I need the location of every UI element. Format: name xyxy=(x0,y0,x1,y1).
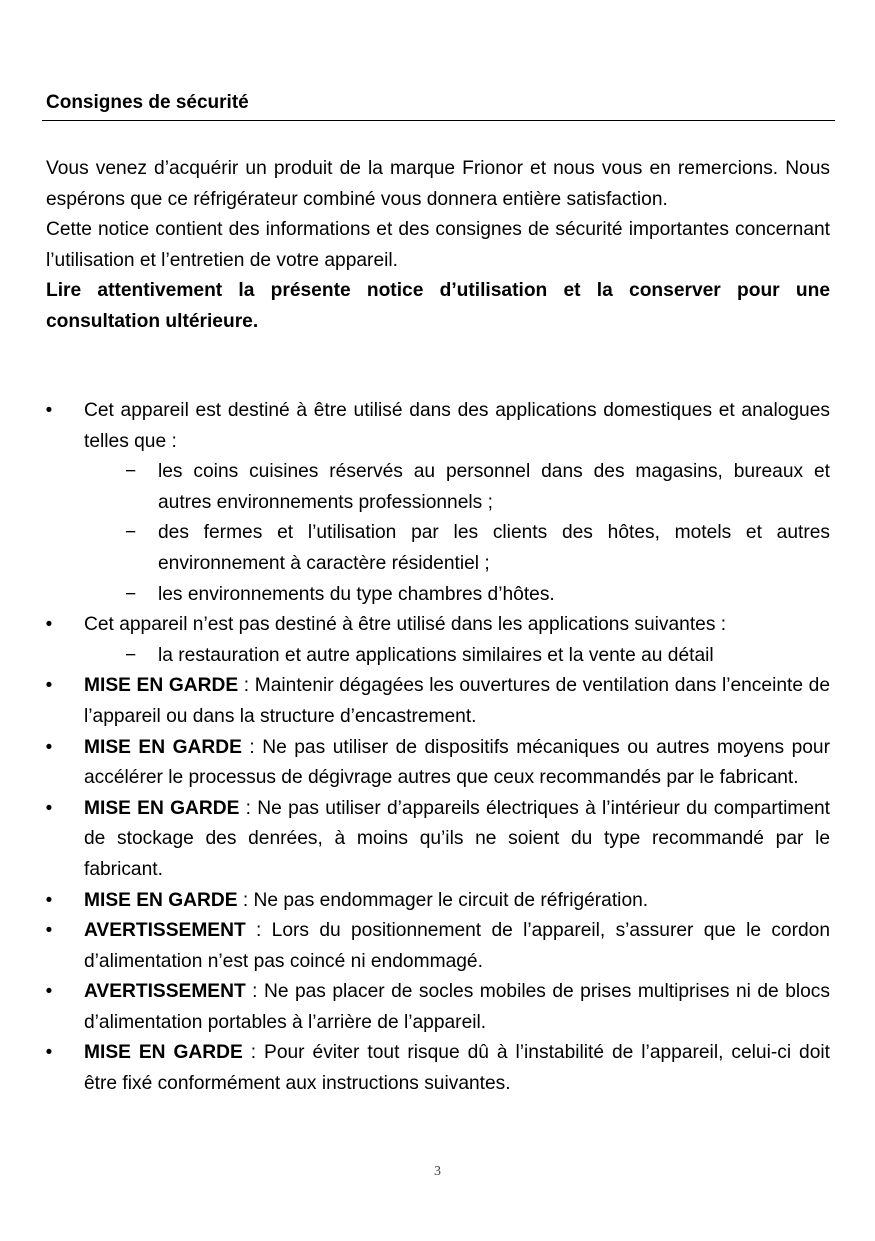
list-item xyxy=(0,1038,830,1099)
heading-underline xyxy=(42,120,835,121)
list-item xyxy=(0,610,830,671)
sub-list-item xyxy=(84,457,830,518)
sub-list-item-text: les environnements du type chambres d’hôtes. xyxy=(158,583,555,605)
dash-icon: − xyxy=(125,522,137,544)
list-item-text: Cet appareil est destiné à être utilisé dans des applications domestiques et analogues telles que : xyxy=(84,400,830,452)
bullet-icon: • xyxy=(45,889,53,911)
list-item-text: : Ne pas endommager le circuit de réfrigération. xyxy=(237,889,649,911)
warning-label: MISE EN GARDE xyxy=(84,797,240,819)
bullet-icon: • xyxy=(45,920,53,942)
sub-list-item-text: la restauration et autre applications similaires et la vente au détail xyxy=(158,644,714,666)
list-item-text: : Ne pas utiliser d’appareils électriques à l’intérieur du compartiment de stockage des denrées, à moins qu’ils ne soient du type recommandé par le fabricant. xyxy=(84,797,830,880)
dash-icon: − xyxy=(125,583,137,605)
sub-list-item-text: des fermes et l’utilisation par les clients des hôtes, motels et autres environnement à caractère résidentiel ; xyxy=(158,522,830,574)
list-item xyxy=(0,396,830,610)
sub-list-item-text: les coins cuisines réservés au personnel dans des magasins, bureaux et autres environnements professionnels ; xyxy=(158,461,830,513)
safety-instruction-list xyxy=(0,396,830,1100)
bullet-icon: • xyxy=(45,1042,53,1064)
sub-list-item xyxy=(84,641,830,672)
sub-list-item xyxy=(84,580,830,611)
bullet-icon: • xyxy=(45,400,53,421)
list-item xyxy=(0,977,830,1038)
list-item xyxy=(0,794,830,886)
warning-label: MISE EN GARDE xyxy=(84,889,238,911)
bullet-icon: • xyxy=(45,614,53,636)
warning-label: MISE EN GARDE xyxy=(84,1042,243,1064)
dash-icon: − xyxy=(125,644,137,666)
list-item-text: : Ne pas utiliser de dispositifs mécaniques ou autres moyens pour accélérer le processus de dégivrage autres que ceux recommandés par le fabricant. xyxy=(84,736,830,789)
sub-list xyxy=(84,457,830,610)
warning-label: AVERTISSEMENT xyxy=(84,920,246,942)
list-item xyxy=(0,671,830,732)
intro-block xyxy=(46,154,830,338)
bullet-icon: • xyxy=(45,981,53,1003)
warning-label: MISE EN GARDE xyxy=(84,736,242,758)
list-item-text: : Ne pas placer de socles mobiles de prises multiprises ni de blocs d’alimentation portables à l’arrière de l’appareil. xyxy=(84,981,830,1033)
list-item xyxy=(0,733,830,794)
dash-icon: − xyxy=(125,461,137,483)
bullet-icon: • xyxy=(45,675,53,697)
sub-list xyxy=(84,641,830,672)
list-item xyxy=(0,916,830,977)
list-item-text: Cet appareil n’est pas destiné à être utilisé dans les applications suivantes : xyxy=(84,614,727,636)
intro-paragraph-2: Cette notice contient des informations et des consignes de sécurité importantes concernant l’utilisation et l’entretien de votre appareil. xyxy=(46,219,830,271)
intro-paragraph-3-bold: Lire attentivement la présente notice d’utilisation et la conserver pour une consultation ultérieure. xyxy=(46,280,830,332)
bullet-icon: • xyxy=(45,797,53,819)
page-number: 3 xyxy=(434,1164,441,1179)
list-item-text: : Maintenir dégagées les ouvertures de ventilation dans l’enceinte de l’appareil ou dans la structure d’encastrement. xyxy=(84,675,830,727)
intro-paragraph-1: Vous venez d’acquérir un produit de la marque Frionor et nous vous en remercions. Nous espérons que ce réfrigérateur combiné vous donnera entière satisfaction. xyxy=(46,158,830,210)
bullet-icon: • xyxy=(45,736,53,758)
list-item-text: : Pour éviter tout risque dû à l’instabilité de l’appareil, celui-ci doit être fixé conformément aux instructions suivantes. xyxy=(84,1042,830,1095)
list-item-text: : Lors du positionnement de l’appareil, s’assurer que le cordon d’alimentation n’est pas coincé ni endommagé. xyxy=(84,920,830,972)
section-heading: Consignes de sécurité xyxy=(46,92,249,113)
warning-label: AVERTISSEMENT xyxy=(84,981,246,1003)
warning-label: MISE EN GARDE xyxy=(84,675,239,697)
sub-list-item xyxy=(84,518,830,579)
list-item xyxy=(0,886,830,917)
